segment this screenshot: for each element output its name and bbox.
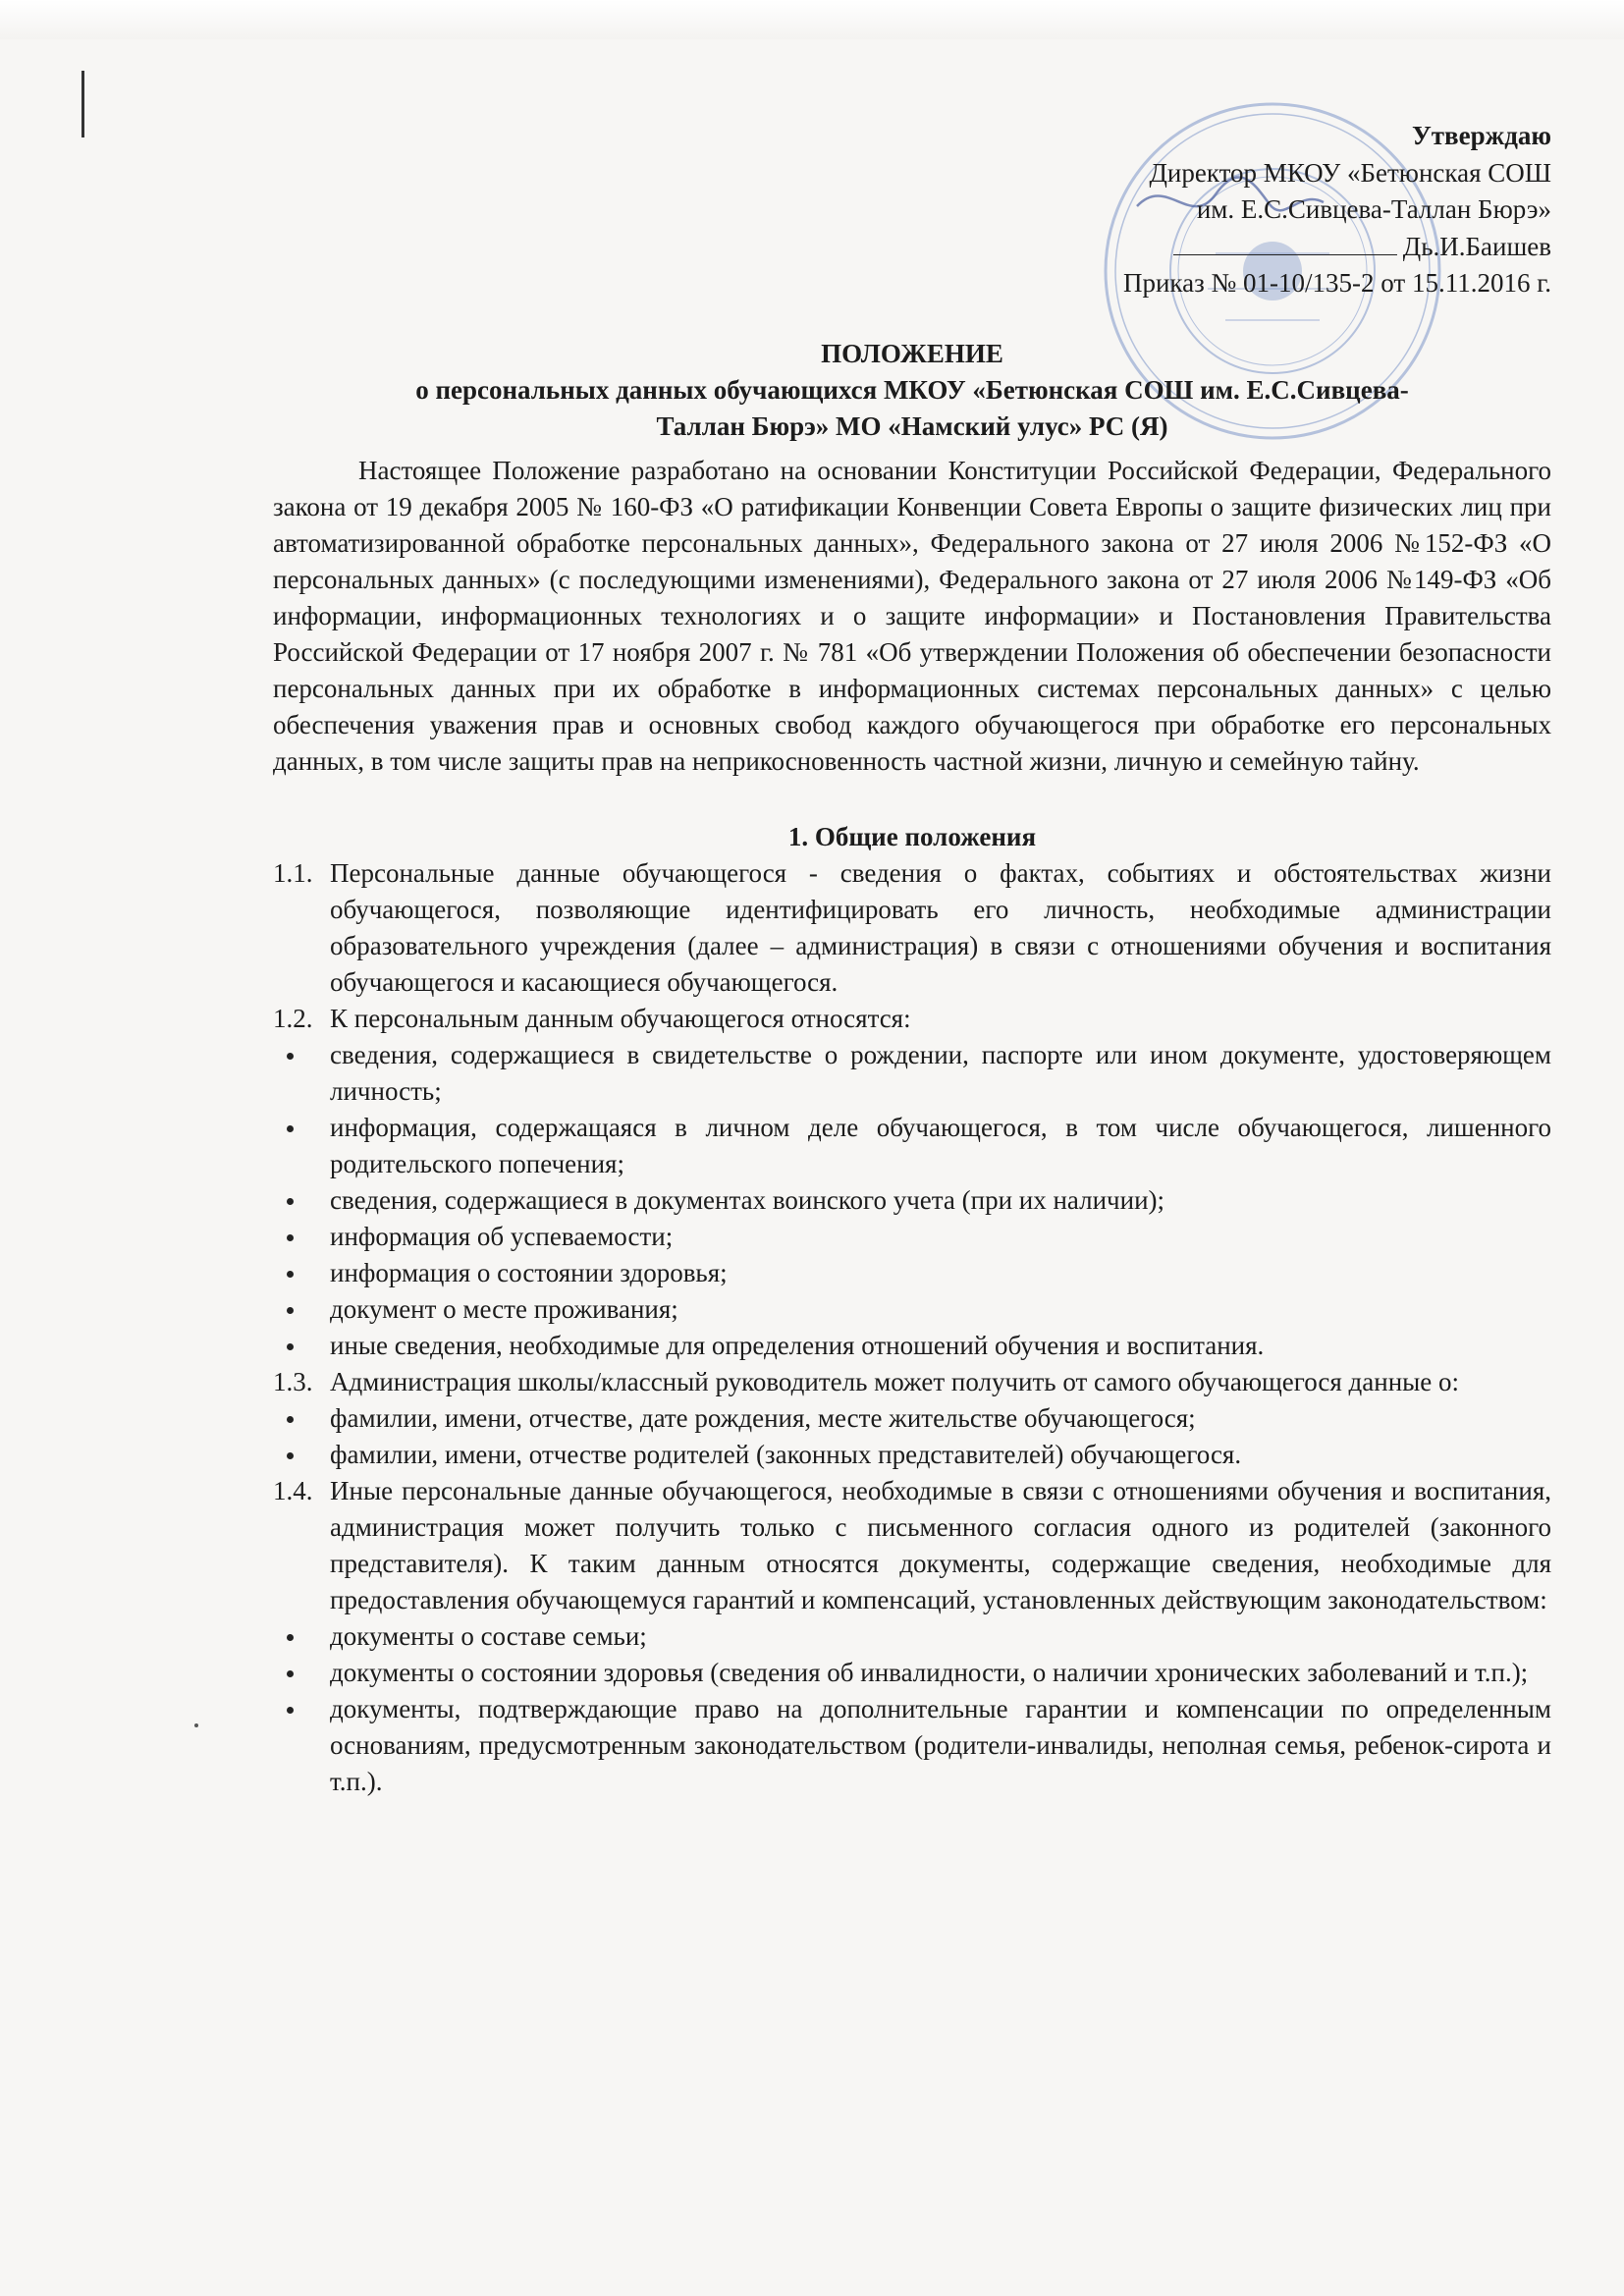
clause-text: Администрация школы/классный руководитель может получить от самого обучающегося данные о:: [330, 1367, 1460, 1396]
list-item-text: информация о состоянии здоровья;: [330, 1258, 728, 1287]
bullet-icon: [273, 1691, 330, 1800]
list-item-text: сведения, содержащиеся в свидетельстве о рождении, паспорте или ином документе, удостоверяющем личность;: [330, 1040, 1551, 1106]
list-item-text: сведения, содержащиеся в документах воинского учета (при их наличии);: [330, 1185, 1165, 1215]
clause-number: 1.4.: [273, 1476, 313, 1505]
bullet-icon: [273, 1618, 330, 1655]
clause-1-3: [273, 1364, 1551, 1400]
bullet-icon: [273, 1255, 330, 1291]
bullet-icon: [273, 1182, 330, 1219]
list-item: [273, 1618, 1551, 1655]
clause-1-2: [273, 1001, 1551, 1037]
bullet-icon: [273, 1037, 330, 1110]
bullet-icon: [273, 1219, 330, 1255]
scan-edge: [0, 0, 1624, 39]
approval-school-name: им. Е.С.Сивцева-Таллан Бюрэ»: [1196, 194, 1551, 224]
clause-1-1: [273, 855, 1551, 1001]
clause-1-4: [273, 1473, 1551, 1618]
clause-number: 1.3.: [273, 1367, 313, 1396]
clause-text: К персональным данным обучающегося относятся:: [330, 1004, 911, 1033]
section-heading: 1. Общие положения: [787, 822, 1037, 851]
list-item-text: фамилии, имени, отчестве родителей (законных представителей) обучающегося.: [330, 1440, 1242, 1469]
list-item: [273, 1655, 1551, 1691]
list-item: [273, 1255, 1551, 1291]
clause-number: 1.2.: [273, 1004, 313, 1033]
bullet-icon: [273, 1328, 330, 1364]
list-item: [273, 1328, 1551, 1364]
list-item: [273, 1110, 1551, 1182]
list-item: [273, 1291, 1551, 1328]
intro-paragraph: Настоящее Положение разработано на основании Конституции Российской Федерации, Федерального закона от 19 декабря 2005 № 160-ФЗ «О ратификации Конвенции Совета Европы о защите физических лиц при автоматизированной обработке персональных данных», Федерального закона от 27 июля 2006 №152-ФЗ «О персональных данных» (с последующими изменениями), Федерального закона от 27 июля 2006 №149-ФЗ «Об информации, информационных технологиях и о защите информации» и Постановления Правительства Российской Федерации от 17 ноября 2007 г. № 781 «Об утверждении Положения об обеспечении безопасности персональных данных при их обработке в информационных системах персональных данных» с целью обеспечения уважения прав и основных свобод каждого обучающегося при обработке его персональных данных, в том числе защиты прав на неприкосновенность частной жизни, личную и семейную тайну.: [273, 456, 1551, 776]
approval-position: Директор МКОУ «Бетюнская СОШ: [1149, 157, 1551, 188]
list-item: [273, 1400, 1551, 1437]
clause-number: 1.1.: [273, 858, 313, 888]
list-item: [273, 1219, 1551, 1255]
bullet-icon: [273, 1110, 330, 1182]
bullet-icon: [273, 1400, 330, 1437]
scan-speck: [194, 1723, 198, 1727]
document-title: ПОЛОЖЕНИЕ: [821, 339, 1003, 368]
bullet-icon: [273, 1291, 330, 1328]
list-item-text: иные сведения, необходимые для определения отношений обучения и воспитания.: [330, 1331, 1265, 1360]
list-item-text: документы о состоянии здоровья (сведения об инвалидности, о наличии хронических заболеваний и т.п.);: [330, 1658, 1529, 1687]
scan-mark: [81, 71, 84, 137]
document-body: [273, 118, 1551, 1800]
list-item-text: документ о месте проживания;: [330, 1294, 678, 1324]
approval-signer: Дь.И.Баишев: [1402, 231, 1551, 261]
document-title-block: [273, 336, 1551, 445]
bullet-icon: [273, 1437, 330, 1473]
list-item-text: информация, содержащаяся в личном деле обучающегося, в том числе обучающегося, лишенного родительского попечения;: [330, 1113, 1551, 1178]
list-item-text: информация об успеваемости;: [330, 1222, 674, 1251]
document-subtitle-line-1: о персональных данных обучающихся МКОУ «Бетюнская СОШ им. Е.С.Сивцева-: [415, 375, 1409, 405]
document-subtitle-line-2: Таллан Бюрэ» МО «Намский улус» РС (Я): [656, 411, 1168, 441]
list-item: [273, 1182, 1551, 1219]
list-item-text: документы, подтверждающие право на дополнительные гарантии и компенсации по определенным основаниям, предусмотренным законодательством (родители-инвалиды, неполная семья, ребенок-сирота и т.п.).: [330, 1694, 1551, 1796]
approval-title: Утверждаю: [1411, 121, 1551, 150]
list-item: [273, 1437, 1551, 1473]
list-item: [273, 1037, 1551, 1110]
clause-text: Персональные данные обучающегося - сведения о фактах, событиях и обстоятельствах жизни обучающегося, позволяющие идентифицировать его личность, необходимые администрации образовательного учреждения (далее – администрация) в связи с отношениями обучения и воспитания обучающегося и касающиеся обучающегося.: [330, 858, 1551, 997]
list-item-text: фамилии, имени, отчестве, дате рождения, месте жительстве обучающегося;: [330, 1403, 1196, 1433]
approval-order: Приказ № 01-10/135-2 от 15.11.2016 г.: [1122, 268, 1551, 298]
list-item-text: документы о составе семьи;: [330, 1621, 647, 1651]
bullet-icon: [273, 1655, 330, 1691]
clause-text: Иные персональные данные обучающегося, необходимые в связи с отношениями обучения и воспитания, администрация может получить только с письменного согласия одного из родителей (законного представителя). К таким данным относятся документы, содержащие сведения, необходимые для предоставления обучающемуся гарантий и компенсаций, установленных действующим законодательством:: [330, 1476, 1551, 1614]
list-item: [273, 1691, 1551, 1800]
